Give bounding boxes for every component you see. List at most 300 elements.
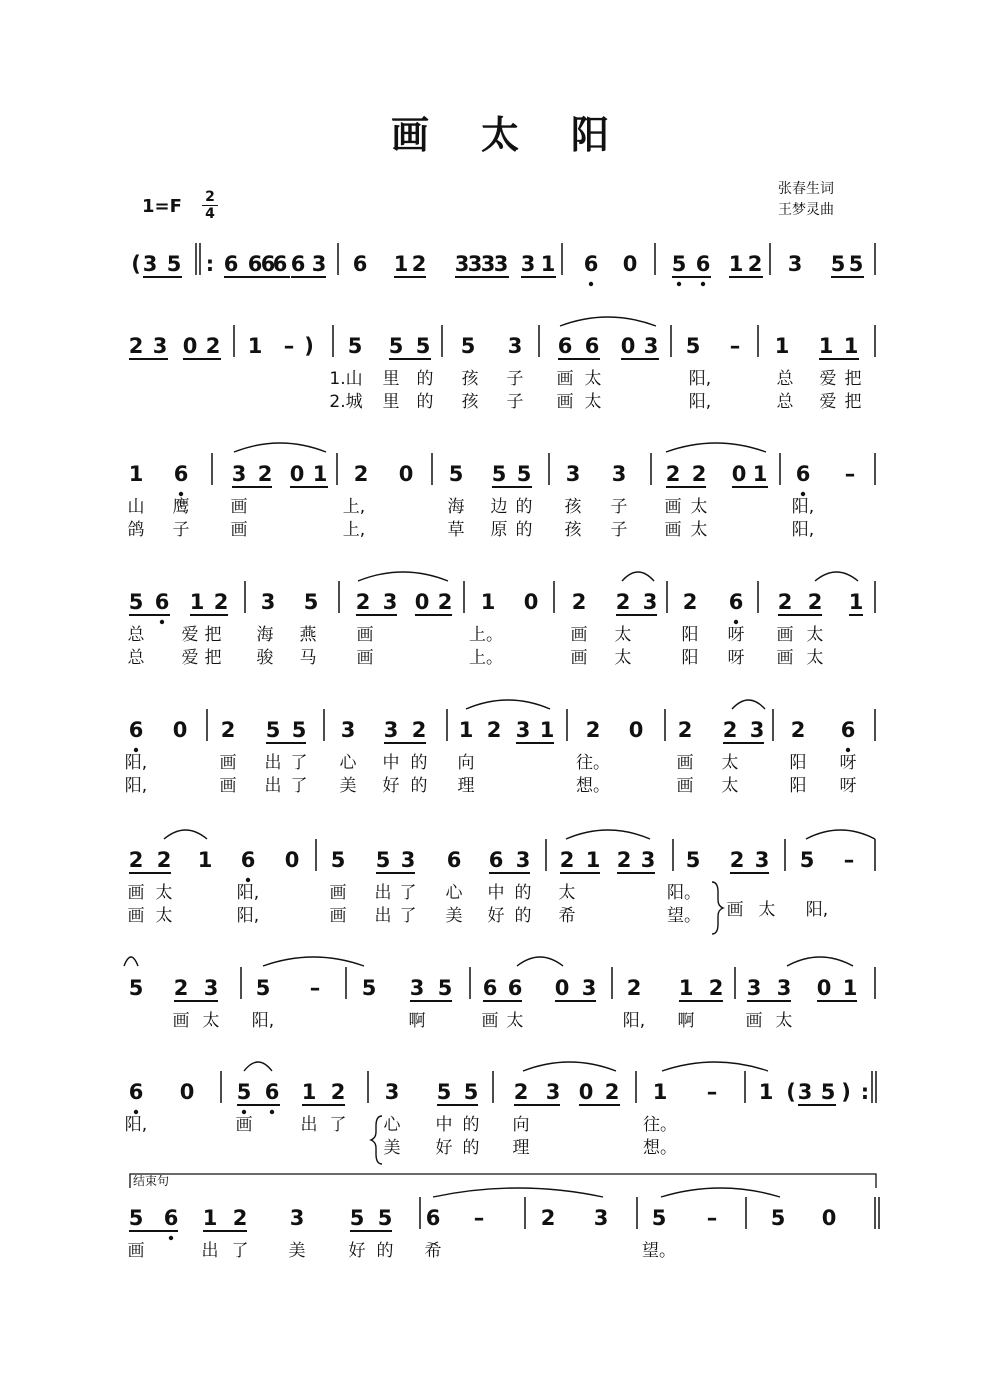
slur xyxy=(666,443,766,452)
lyric-syllable: 往。 xyxy=(576,753,610,773)
lyric-syllable: 子 xyxy=(610,497,628,517)
lyric-syllable: 画 xyxy=(570,625,588,645)
lyric-syllable: 啊 xyxy=(408,1011,426,1031)
note: – xyxy=(473,1206,485,1230)
note: 2 xyxy=(691,462,707,486)
note: 3 xyxy=(152,334,168,358)
note: 3 xyxy=(142,252,158,276)
lyric-syllable: 向 xyxy=(457,753,475,773)
lyric-syllable: 美 xyxy=(339,776,357,796)
note: 1 xyxy=(752,462,768,486)
lyric-syllable: 太 xyxy=(806,648,824,668)
note: 6 xyxy=(128,1080,144,1104)
slur xyxy=(732,700,765,709)
lyric-syllable: 向 xyxy=(512,1115,530,1135)
lyric-syllable: 呀 xyxy=(727,648,745,668)
note: – xyxy=(843,848,855,872)
lyric-syllable: 出 xyxy=(374,883,392,903)
lyric-syllable: 心 xyxy=(339,753,357,773)
note: 2 xyxy=(722,718,738,742)
slur xyxy=(466,700,550,709)
lyric-syllable: 2.城 xyxy=(329,392,363,412)
song-title: 画太阳 xyxy=(390,112,661,157)
time-signature-bottom: 4 xyxy=(205,206,215,222)
note: : xyxy=(860,1080,870,1104)
lyric-syllable: 画 xyxy=(570,648,588,668)
lyric-syllable: 阳 xyxy=(789,753,807,773)
note: 6 xyxy=(795,462,811,486)
lyric-syllable: 理 xyxy=(512,1138,530,1158)
note: 5 xyxy=(291,718,307,742)
lyric-syllable: 出 xyxy=(201,1241,219,1261)
low-octave-dot xyxy=(734,620,738,624)
note: 3 xyxy=(260,590,276,614)
lyric-syllable: 画 xyxy=(726,900,744,920)
lyric-syllable: 中 xyxy=(435,1115,453,1135)
note: 5 xyxy=(770,1206,786,1230)
lyric-syllable: 的 xyxy=(515,520,533,540)
note: 6 xyxy=(154,590,170,614)
note: ) xyxy=(304,334,314,358)
note: 3 xyxy=(520,252,536,276)
slur xyxy=(566,830,650,839)
low-octave-dot xyxy=(160,620,164,624)
lyric-syllable: 画 xyxy=(172,1011,190,1031)
note: 3 xyxy=(311,252,327,276)
lyric-syllable: 爱 xyxy=(181,625,199,645)
note: 5 xyxy=(685,334,701,358)
lyric-syllable: 爱 xyxy=(819,369,837,389)
lyric-syllable: 阳, xyxy=(791,497,815,517)
note: 6 xyxy=(583,252,599,276)
ending-bracket xyxy=(130,1174,876,1188)
note: 1 xyxy=(189,590,205,614)
note: 1 xyxy=(848,590,864,614)
lyric-syllable: 的 xyxy=(416,392,434,412)
note: – xyxy=(729,334,741,358)
lyric-syllable: 画 xyxy=(676,776,694,796)
lyric-syllable: 画 xyxy=(556,369,574,389)
lyric-syllable: 画 xyxy=(329,906,347,926)
lyric-syllable: 把 xyxy=(844,392,862,412)
note: 5 xyxy=(848,252,864,276)
lyric-syllable: 呀 xyxy=(727,625,745,645)
slur xyxy=(234,443,326,452)
lyric-syllable: 的 xyxy=(514,906,532,926)
note: 2 xyxy=(232,1206,248,1230)
lyric-syllable: 阳, xyxy=(688,392,712,412)
note: 1 xyxy=(678,976,694,1000)
lyric-syllable: 燕 xyxy=(299,625,317,645)
note: 2 xyxy=(790,718,806,742)
note: 0 xyxy=(816,976,832,1000)
note: 3 xyxy=(611,462,627,486)
lyric-syllable: 山 xyxy=(127,497,145,517)
note: 5 xyxy=(361,976,377,1000)
note: 3 xyxy=(493,252,509,276)
note: 6 xyxy=(446,848,462,872)
lyric-syllable: 把 xyxy=(844,369,862,389)
note: 6 xyxy=(264,1080,280,1104)
note: 5 xyxy=(436,1080,452,1104)
note: 1 xyxy=(301,1080,317,1104)
lyric-syllable: 啊 xyxy=(677,1011,695,1031)
lyric-syllable: 海 xyxy=(447,497,465,517)
note: 5 xyxy=(303,590,319,614)
lyric-syllable: 好 xyxy=(348,1241,366,1261)
note: 1 xyxy=(843,334,859,358)
lyric-syllable: 美 xyxy=(383,1138,401,1158)
lyric-syllable: 好 xyxy=(487,906,505,926)
low-octave-dot xyxy=(242,1110,246,1114)
note: 2 xyxy=(708,976,724,1000)
lyric-syllable: 了 xyxy=(290,753,308,773)
note: 6 xyxy=(173,462,189,486)
note: 6 xyxy=(260,252,276,276)
lyric-syllable: 太 xyxy=(584,392,602,412)
low-octave-dot xyxy=(801,492,805,496)
note: 6 xyxy=(840,718,856,742)
note: 1 xyxy=(818,334,834,358)
note: 0 xyxy=(172,718,188,742)
lyric-syllable: 孩 xyxy=(564,497,582,517)
note: 6 xyxy=(728,590,744,614)
slur xyxy=(517,957,563,966)
note: 0 xyxy=(628,718,644,742)
lyric-syllable: 呀 xyxy=(839,776,857,796)
lyric-syllable: 骏 xyxy=(256,648,274,668)
lyric-syllable: 阳。 xyxy=(667,883,701,903)
note: 6 xyxy=(163,1206,179,1230)
note: 5 xyxy=(448,462,464,486)
slur xyxy=(787,957,853,966)
lyric-syllable: 草 xyxy=(447,520,465,540)
note: – xyxy=(706,1206,718,1230)
lyric-syllable: 1.山 xyxy=(329,369,363,389)
slur xyxy=(815,572,858,581)
lyric-syllable: 画 xyxy=(356,625,374,645)
note: 2 xyxy=(677,718,693,742)
note: 5 xyxy=(460,334,476,358)
lyric-syllable: 理 xyxy=(457,776,475,796)
note: 5 xyxy=(651,1206,667,1230)
note: 5 xyxy=(330,848,346,872)
note: 1 xyxy=(585,848,601,872)
lyric-syllable: 画 xyxy=(676,753,694,773)
slur xyxy=(560,317,656,326)
low-octave-dot xyxy=(169,1236,173,1240)
note: 0 xyxy=(523,590,539,614)
lyric-syllable: 希 xyxy=(558,906,576,926)
note: – xyxy=(844,462,856,486)
lyric-syllable: 画 xyxy=(230,520,248,540)
note: 2 xyxy=(807,590,823,614)
lyric-syllable: 画 xyxy=(664,520,682,540)
lyric-syllable: 太 xyxy=(721,753,739,773)
lyric-syllable: 上, xyxy=(342,520,366,540)
lyric-syllable: 画 xyxy=(556,392,574,412)
lyric-syllable: 阳, xyxy=(251,1011,275,1031)
lyric-syllable: 呀 xyxy=(839,753,857,773)
note: 2 xyxy=(156,848,172,872)
note: 2 xyxy=(585,718,601,742)
note: 3 xyxy=(643,334,659,358)
note: 6 xyxy=(272,252,288,276)
note: 3 xyxy=(231,462,247,486)
note: 1 xyxy=(197,848,213,872)
note: 2 xyxy=(777,590,793,614)
note: 3 xyxy=(203,976,219,1000)
lyric-syllable: 画 xyxy=(127,1241,145,1261)
lyric-syllable: 阳, xyxy=(622,1011,646,1031)
lyric-syllable: 的 xyxy=(515,497,533,517)
note: 5 xyxy=(388,334,404,358)
lyric-syllable: 鸽 xyxy=(127,520,145,540)
lyric-syllable: 太 xyxy=(806,625,824,645)
low-octave-dot xyxy=(134,748,138,752)
lyric-syllable: 想。 xyxy=(576,776,610,796)
note: 6 xyxy=(507,976,523,1000)
lyric-syllable: 画 xyxy=(219,753,237,773)
lyric-syllable: 画 xyxy=(664,497,682,517)
lyric-syllable: 原 xyxy=(490,520,508,540)
note: 0 xyxy=(179,1080,195,1104)
lyric-syllable: 海 xyxy=(256,625,274,645)
note: 3 xyxy=(515,718,531,742)
lyric-syllable: 画 xyxy=(776,648,794,668)
key-signature: 1=F xyxy=(142,196,182,217)
lyric-syllable: 边 xyxy=(490,497,508,517)
note: 3 xyxy=(507,334,523,358)
low-octave-dot xyxy=(179,492,183,496)
note: 0 xyxy=(284,848,300,872)
lyric-syllable: 画 xyxy=(356,648,374,668)
lyric-syllable: 往。 xyxy=(643,1115,677,1135)
lyric-syllable: 画 xyxy=(481,1011,499,1031)
lyric-syllable: 太 xyxy=(614,648,632,668)
low-octave-dot xyxy=(677,282,681,286)
note: 2 xyxy=(604,1080,620,1104)
lyric-syllable: 画 xyxy=(230,497,248,517)
note: 3 xyxy=(640,848,656,872)
lyric-syllable: 太 xyxy=(202,1011,220,1031)
note: 3 xyxy=(340,718,356,742)
note: 1 xyxy=(458,718,474,742)
lyric-syllable: 太 xyxy=(721,776,739,796)
note: 6 xyxy=(352,252,368,276)
lyric-syllable: 的 xyxy=(462,1115,480,1135)
lyric-syllable: 出 xyxy=(300,1115,318,1135)
lyric-syllable: 好 xyxy=(382,776,400,796)
note: 3 xyxy=(382,590,398,614)
lyric-syllable: 上。 xyxy=(469,625,503,645)
lyric-syllable: 孩 xyxy=(564,520,582,540)
lyric-syllable: 画 xyxy=(127,883,145,903)
note: 5 xyxy=(671,252,687,276)
note: 2 xyxy=(220,718,236,742)
note: 2 xyxy=(205,334,221,358)
note: 5 xyxy=(347,334,363,358)
note: 3 xyxy=(409,976,425,1000)
lyric-syllable: 阳, xyxy=(124,1115,148,1135)
low-octave-dot xyxy=(270,1110,274,1114)
slur xyxy=(263,957,364,966)
lyric-syllable: 总 xyxy=(776,369,794,389)
lyric-syllable: 心 xyxy=(445,883,463,903)
note: 6 xyxy=(223,252,239,276)
lyric-syllable: 阳, xyxy=(124,776,148,796)
slur xyxy=(124,957,138,966)
note: 2 xyxy=(665,462,681,486)
note: 3 xyxy=(565,462,581,486)
lyric-syllable: 太 xyxy=(155,883,173,903)
lyric-syllable: 太 xyxy=(775,1011,793,1031)
note: 2 xyxy=(128,848,144,872)
lyric-brace xyxy=(712,882,723,934)
lyric-syllable: 孩 xyxy=(461,392,479,412)
slur xyxy=(523,1062,616,1071)
note: ) xyxy=(841,1080,851,1104)
lyric-syllable: 画 xyxy=(745,1011,763,1031)
note: 3 xyxy=(515,848,531,872)
lyric-syllable: 太 xyxy=(155,906,173,926)
note: 2 xyxy=(729,848,745,872)
note: 3 xyxy=(480,252,496,276)
note: 6 xyxy=(482,976,498,1000)
note: 5 xyxy=(799,848,815,872)
time-signature-top: 2 xyxy=(205,189,215,205)
note: 1 xyxy=(480,590,496,614)
low-octave-dot xyxy=(246,878,250,882)
lyric-syllable: 美 xyxy=(445,906,463,926)
lyric-syllable: 阳, xyxy=(236,906,260,926)
note: 1 xyxy=(393,252,409,276)
note: 3 xyxy=(454,252,470,276)
lyric-syllable: 里 xyxy=(382,369,400,389)
lyric-syllable: 中 xyxy=(382,753,400,773)
note: 6 xyxy=(290,252,306,276)
note: 5 xyxy=(255,976,271,1000)
note: 0 xyxy=(182,334,198,358)
note: 1 xyxy=(128,462,144,486)
lyric-syllable: 画 xyxy=(329,883,347,903)
low-octave-dot xyxy=(846,748,850,752)
slur xyxy=(662,1062,768,1071)
note: 1 xyxy=(202,1206,218,1230)
note: 3 xyxy=(400,848,416,872)
note: 3 xyxy=(289,1206,305,1230)
note: 2 xyxy=(682,590,698,614)
note: 3 xyxy=(593,1206,609,1230)
note: – xyxy=(706,1080,718,1104)
lyric-syllable: 了 xyxy=(290,776,308,796)
lyric-syllable: 总 xyxy=(127,625,145,645)
note: 2 xyxy=(330,1080,346,1104)
lyric-syllable: 的 xyxy=(416,369,434,389)
note: 5 xyxy=(820,1080,836,1104)
note: 2 xyxy=(411,718,427,742)
note: 0 xyxy=(620,334,636,358)
lyric-syllable: 阳 xyxy=(789,776,807,796)
composer-credit: 王梦灵曲 xyxy=(778,202,834,218)
note: 2 xyxy=(353,462,369,486)
note: 5 xyxy=(516,462,532,486)
lyric-syllable: 把 xyxy=(204,648,222,668)
lyric-syllable: 了 xyxy=(399,883,417,903)
lyric-syllable: 爱 xyxy=(181,648,199,668)
note: – xyxy=(309,976,321,1000)
lyric-syllable: 把 xyxy=(204,625,222,645)
slur xyxy=(164,830,207,839)
lyric-syllable: 的 xyxy=(410,776,428,796)
note: 6 xyxy=(488,848,504,872)
note: 3 xyxy=(754,848,770,872)
note: 2 xyxy=(540,1206,556,1230)
note: 5 xyxy=(265,718,281,742)
note: 3 xyxy=(467,252,483,276)
note: 3 xyxy=(746,976,762,1000)
note: 0 xyxy=(578,1080,594,1104)
lyric-syllable: 画 xyxy=(219,776,237,796)
lyric-syllable: 好 xyxy=(435,1138,453,1158)
slur xyxy=(661,1188,780,1197)
lyric-syllable: 太 xyxy=(558,883,576,903)
lyric-syllable: 子 xyxy=(610,520,628,540)
lyric-syllable: 子 xyxy=(506,392,524,412)
lyric-syllable: 太 xyxy=(584,369,602,389)
note: 5 xyxy=(236,1080,252,1104)
lyric-syllable: 太 xyxy=(690,520,708,540)
note: 2 xyxy=(128,334,144,358)
note: 2 xyxy=(355,590,371,614)
ending-label: 结束句 xyxy=(133,1174,170,1188)
note: 3 xyxy=(797,1080,813,1104)
note: 2 xyxy=(437,590,453,614)
lyric-syllable: 想。 xyxy=(643,1138,677,1158)
note: 2 xyxy=(213,590,229,614)
note: 2 xyxy=(571,590,587,614)
lyric-syllable: 出 xyxy=(264,776,282,796)
note: 5 xyxy=(166,252,182,276)
lyric-syllable: 心 xyxy=(383,1115,401,1135)
lyricist-credit: 张春生词 xyxy=(778,181,834,197)
note: 2 xyxy=(513,1080,529,1104)
note: 2 xyxy=(616,848,632,872)
note: 5 xyxy=(377,1206,393,1230)
note: 6 xyxy=(425,1206,441,1230)
lyric-syllable: 里 xyxy=(382,392,400,412)
note: 3 xyxy=(776,976,792,1000)
lyric-syllable: 阳 xyxy=(681,625,699,645)
lyric-syllable: 子 xyxy=(506,369,524,389)
lyric-syllable: 画 xyxy=(235,1115,253,1135)
lyric-syllable: 出 xyxy=(264,753,282,773)
note: 3 xyxy=(749,718,765,742)
note: 2 xyxy=(559,848,575,872)
lyric-syllable: 上。 xyxy=(469,648,503,668)
lyric-syllable: 中 xyxy=(487,883,505,903)
note: 1 xyxy=(774,334,790,358)
note: 5 xyxy=(491,462,507,486)
lyric-syllable: 的 xyxy=(410,753,428,773)
lyric-syllable: 望。 xyxy=(667,906,701,926)
note: ( xyxy=(131,252,141,276)
lyric-syllable: 画 xyxy=(127,906,145,926)
note: 2 xyxy=(173,976,189,1000)
lyric-syllable: 爱 xyxy=(819,392,837,412)
low-octave-dot xyxy=(701,282,705,286)
note: 5 xyxy=(830,252,846,276)
